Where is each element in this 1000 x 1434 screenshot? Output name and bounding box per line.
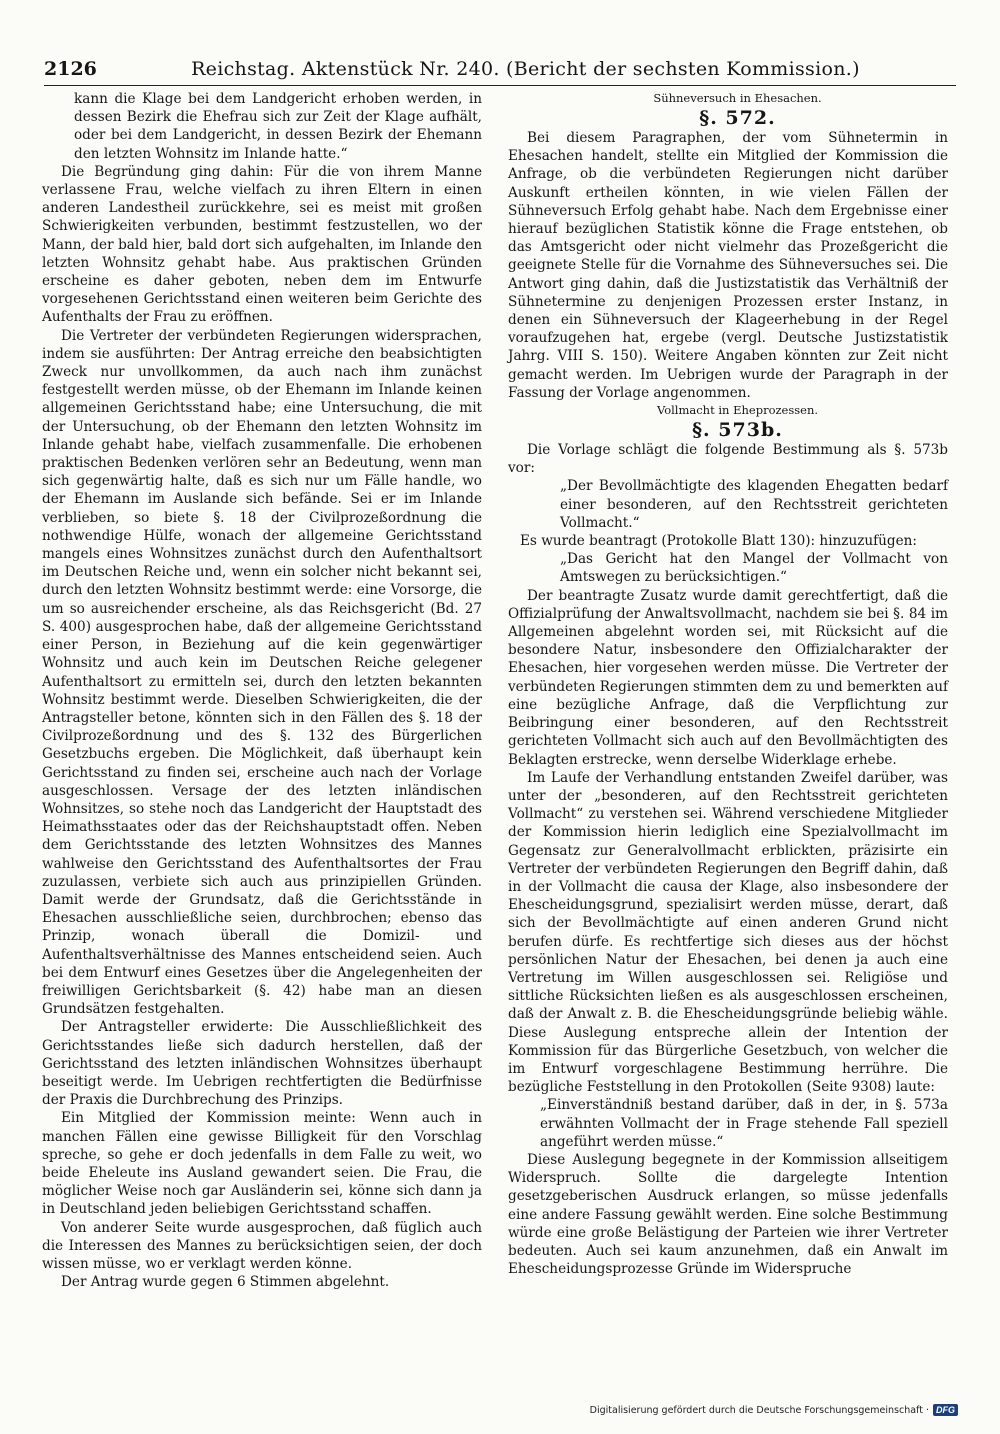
paragraph: Ein Mitglied der Kommission meinte: Wenn auch in manchen Fällen eine gewisse Billigkeit für den Vorschlag spreche, so gehe er doch jedenfalls in dem Falle zu weit, wo beide Eheleute ins Ausland gewandert seien. Die Frau, die möglicher Weise noch gar Ausländerin sei, könne sich dann ja in Deutschland jeden beliebigen Gerichtsstand schaffen. xyxy=(42,1110,482,1218)
paragraph: Der Antragsteller erwiderte: Die Ausschließlichkeit des Gerichtsstandes ließe sich dadurch herstellen, daß der Gerichtsstand des letzten inländischen Wohnsitzes überhaupt beseitigt werde. Im Uebrigen rechtfertigten die Bedürfnisse der Praxis die Durchbrechung des Prinzips. xyxy=(42,1019,482,1109)
paragraph: Die Vorlage schlägt die folgende Bestimmung als §. 573b vor: xyxy=(508,442,948,477)
paragraph: Der beantragte Zusatz wurde damit gerechtfertigt, daß die Offizialprüfung der Anwaltsvollmacht, nachdem sie bei §. 84 im Allgemeinen abgelehnt worden sei, mit Rücksicht auf die besondere Natur, insbesondere den Offizialcharakter der Ehesachen, hier vorgesehen werden müsse. Die Vertreter der verbündeten Regierungen stimmten dem zu und bemerkten auf eine bezügliche Anfrage, daß die Verpflichtung zur Beibringung einer besonderen, auf den Rechtsstreit gerichteten Vollmacht sich auch auf den Bevollmächtigten des Beklagten erstrecke, wenn derselbe Widerklage erhebe. xyxy=(508,587,948,768)
credit-text: Digitalisierung gefördert durch die Deutsche Forschungsgemeinschaft · xyxy=(589,1404,929,1416)
paragraph: Es wurde beantragt (Protokolle Blatt 130): hinzuzufügen: xyxy=(520,533,917,550)
paragraph: Die Vertreter der verbündeten Regierungen widersprachen, indem sie ausführten: Der Antrag erreiche den beabsichtigten Zweck nur unvollkommen, da auch nach ihm zunächst festgestellt werden müsse, ob der Ehemann im Inlande keinen allgemeinen Gerichtsstand habe; eine Untersuchung, die mit der Untersuchung, ob der Ehemann den letzten Wohnsitz im Inlande gehabt habe, vielfach zusammenfalle. Die erhobenen praktischen Bedenken verlören sehr an Bedeutung, wenn man sich gegenwärtig halte, daß es sich nur um Fälle handle, wo der Ehemann im Auslande sich befände. Sei er im Inlande verblieben, so biete §. 18 der Civilprozeßordnung die nothwendige Hülfe, wonach der allgemeine Gerichtsstand mangels eines Wohnsitzes zunächst durch den Aufenthaltsort im Deutschen Reiche und, wenn ein solcher nicht bekannt sei, durch den letzten Wohnsitz bestimmt werde: eine Vorsorge, die um so ausreichender erscheine, als das Reichsgericht (Bd. 27 S. 400) ausgesprochen habe, daß der allgemeine Gerichtsstand einer Person, in Beziehung auf die kein gegenwärtiger Wohnsitz und auch kein im Deutschen Reiche gelegener Aufenthaltsort zu ermitteln sei, durch den letzten bekannten Wohnsitz bestimmt werde. Dieselben Schwierigkeiten, die der Antragsteller betone, könnten sich in den Fällen des §. 18 der Civilprozeßordnung und des §. 132 des Bürgerlichen Gesetzbuchs ergeben. Die Möglichkeit, daß überhaupt kein Gerichtsstand zu finden sei, erscheine auch nach der Vorlage ausgeschlossen. Versage der des letzten inländischen Wohnsitzes, so stehe noch das Landgericht der Hauptstadt des Heimathsstaates oder das der Reichshauptstadt offen. Neben dem Gerichtsstande des letzten Wohnsitzes des Mannes wahlweise den Gerichtsstand des Aufenthaltsortes der Frau zuzulassen, verbiete sich auch aus prinzipiellen Gründen. Damit werde der Grundsatz, daß die Gerichtsstände in Ehesachen ausschließliche seien, durchbrochen; ebenso das Prinzip, wonach überall die Domizil- und Aufenthaltsverhältnisse des Mannes entscheidend seien. Auch bei dem Entwurf eines Gesetzes über die Angelegenheiten der freiwilligen Gerichtsbarkeit (§. 42) habe man an diesen Grundsätzen festgehalten. xyxy=(42,327,482,1018)
paragraph: Die Begründung ging dahin: Für die von ihrem Manne verlassene Frau, welche vielfach zu ihren Eltern in einen anderen Landestheil zurückkehre, sei es meist mit großen Schwierigkeiten verbunden, bestimmt festzustellen, wo der Mann, der bald hier, bald dort sich aufgehalten, im Inlande den letzten Wohnsitz gehabt habe. Aus praktischen Gründen erscheine es daher geboten, neben dem im Entwurfe vorgesehenen Gerichtsstand einen weiteren beim Gerichte des Aufenthalts der Frau zu eröffnen. xyxy=(42,163,482,326)
paragraph: Diese Auslegung begegnete in der Kommission allseitigem Widerspruch. Sollte die dargelegte Intention gesetzgeberischen Ausdruck erlangen, so müsse jedenfalls eine andere Fassung gewählt werden. Eine solche Bestimmung würde eine große Belästigung der Parteien wie ihrer Vertreter bedeuten. Auch sei kaum anzunehmen, daß ein Anwalt im Ehescheidungsprozesse Gründe im Widerspruche xyxy=(508,1151,948,1278)
digitization-credit xyxy=(590,1404,958,1416)
paragraph: Der Antrag wurde gegen 6 Stimmen abgelehnt. xyxy=(61,1274,390,1291)
section-heading: §. 573b. xyxy=(692,419,783,442)
left-column xyxy=(42,90,482,1291)
page-header xyxy=(44,58,954,84)
block-quote: „Der Bevollmächtigte des klagenden Ehegatten bedarf einer besonderen, auf den Rechtsstreit gerichteten Vollmacht.“ xyxy=(560,478,948,531)
running-title: Reichstag. Aktenstück Nr. 240. (Bericht der sechsten Kommission.) xyxy=(191,58,860,80)
section-heading: §. 572. xyxy=(699,107,776,129)
block-quote: „Das Gericht hat den Mangel der Vollmacht von Amtswegen zu berücksichtigen.“ xyxy=(560,551,948,586)
paragraph: Im Laufe der Verhandlung entstanden Zweifel darüber, was unter der „besonderen, auf den Rechtsstreit gerichteten Vollmacht“ zu verstehen sei. Während verschiedene Mitglieder der Kommission hierin lediglich eine Spezialvollmacht im Gegensatz zur Generalvollmacht erblickten, präzisirte ein Vertreter der verbündeten Regierungen den Begriff dahin, daß in der Vollmacht die causa der Klage, also insbesondere der Ehescheidungsgrund, spezialisirt werden müsse, derart, daß sich der Bevollmächtigte auf einen anderen Grund nicht berufen dürfe. Es rechtfertige sich dieses aus der höchst persönlichen Natur der Ehesachen, bei denen ja auch eine Vertretung im Willen ausgeschlossen sei. Religiöse und sittliche Rücksichten ließen es als ausgeschlossen erscheinen, daß der Anwalt z. B. die Ehescheidungsgründe beliebig wähle. Diese Auslegung entspreche allein der Intention der Kommission für das Bürgerliche Gesetzbuch, von welcher die im Entwurf vorgeschlagene Bestimmung herrühre. Die bezügliche Feststellung in den Protokollen (Seite 9308) laute: xyxy=(508,769,948,1096)
quote-continuation: kann die Klage bei dem Landgericht erhoben werden, in dessen Bezirk die Ehefrau sich zur Zeit der Klage aufhält, oder bei dem Landgericht, in dessen Bezirk der Ehemann den letzten Wohnsitz im Inlande hatte.“ xyxy=(74,91,482,162)
right-column xyxy=(508,90,948,1278)
paragraph: Bei diesem Paragraphen, der vom Sühnetermin in Ehesachen handelt, stellte ein Mitglied der Kommission die Anfrage, ob die verbündeten Regierungen nicht darüber Auskunft ertheilen könnten, in wie vielen Fällen der Sühneversuch Erfolg gehabt habe. Nach dem Ergebnisse einer hierauf bezüglichen Statistik könne die Frage entstehen, ob das Amtsgericht oder nicht vielmehr das Prozeßgericht die geeignete Stelle für die Vornahme des Sühneversuches sei. Die Antwort ging dahin, daß die Justizstatistik das Verhältniß der Sühnetermine zu denjenigen Prozessen erster Instanz, in denen ein Sühneversuch der Klageerhebung in der Regel voraufzugehen hat, ergebe (vergl. Deutsche Justizstatistik Jahrg. VIII S. 150). Weitere Angaben könnten zur Zeit nicht gemacht werden. Im Uebrigen wurde der Paragraph in der Fassung der Vorlage angenommen. xyxy=(508,130,948,401)
paragraph: Von anderer Seite wurde ausgesprochen, daß füglich auch die Interessen des Mannes zu berücksichtigen seien, der doch wissen müsse, wo er verklagt werden könne. xyxy=(42,1219,482,1272)
section-subtitle: Vollmacht in Eheprozessen. xyxy=(656,403,819,418)
page-number: 2126 xyxy=(44,58,97,80)
section-subtitle: Sühneversuch in Ehesachen. xyxy=(653,91,822,105)
header-rule xyxy=(44,85,956,86)
dfg-logo-icon: DFG xyxy=(933,1404,958,1416)
block-quote: „Einverständniß bestand darüber, daß in der, in §. 573a erwähnten Vollmacht der in Frage stehende Fall speziell angeführt werden müsse.“ xyxy=(540,1097,948,1150)
